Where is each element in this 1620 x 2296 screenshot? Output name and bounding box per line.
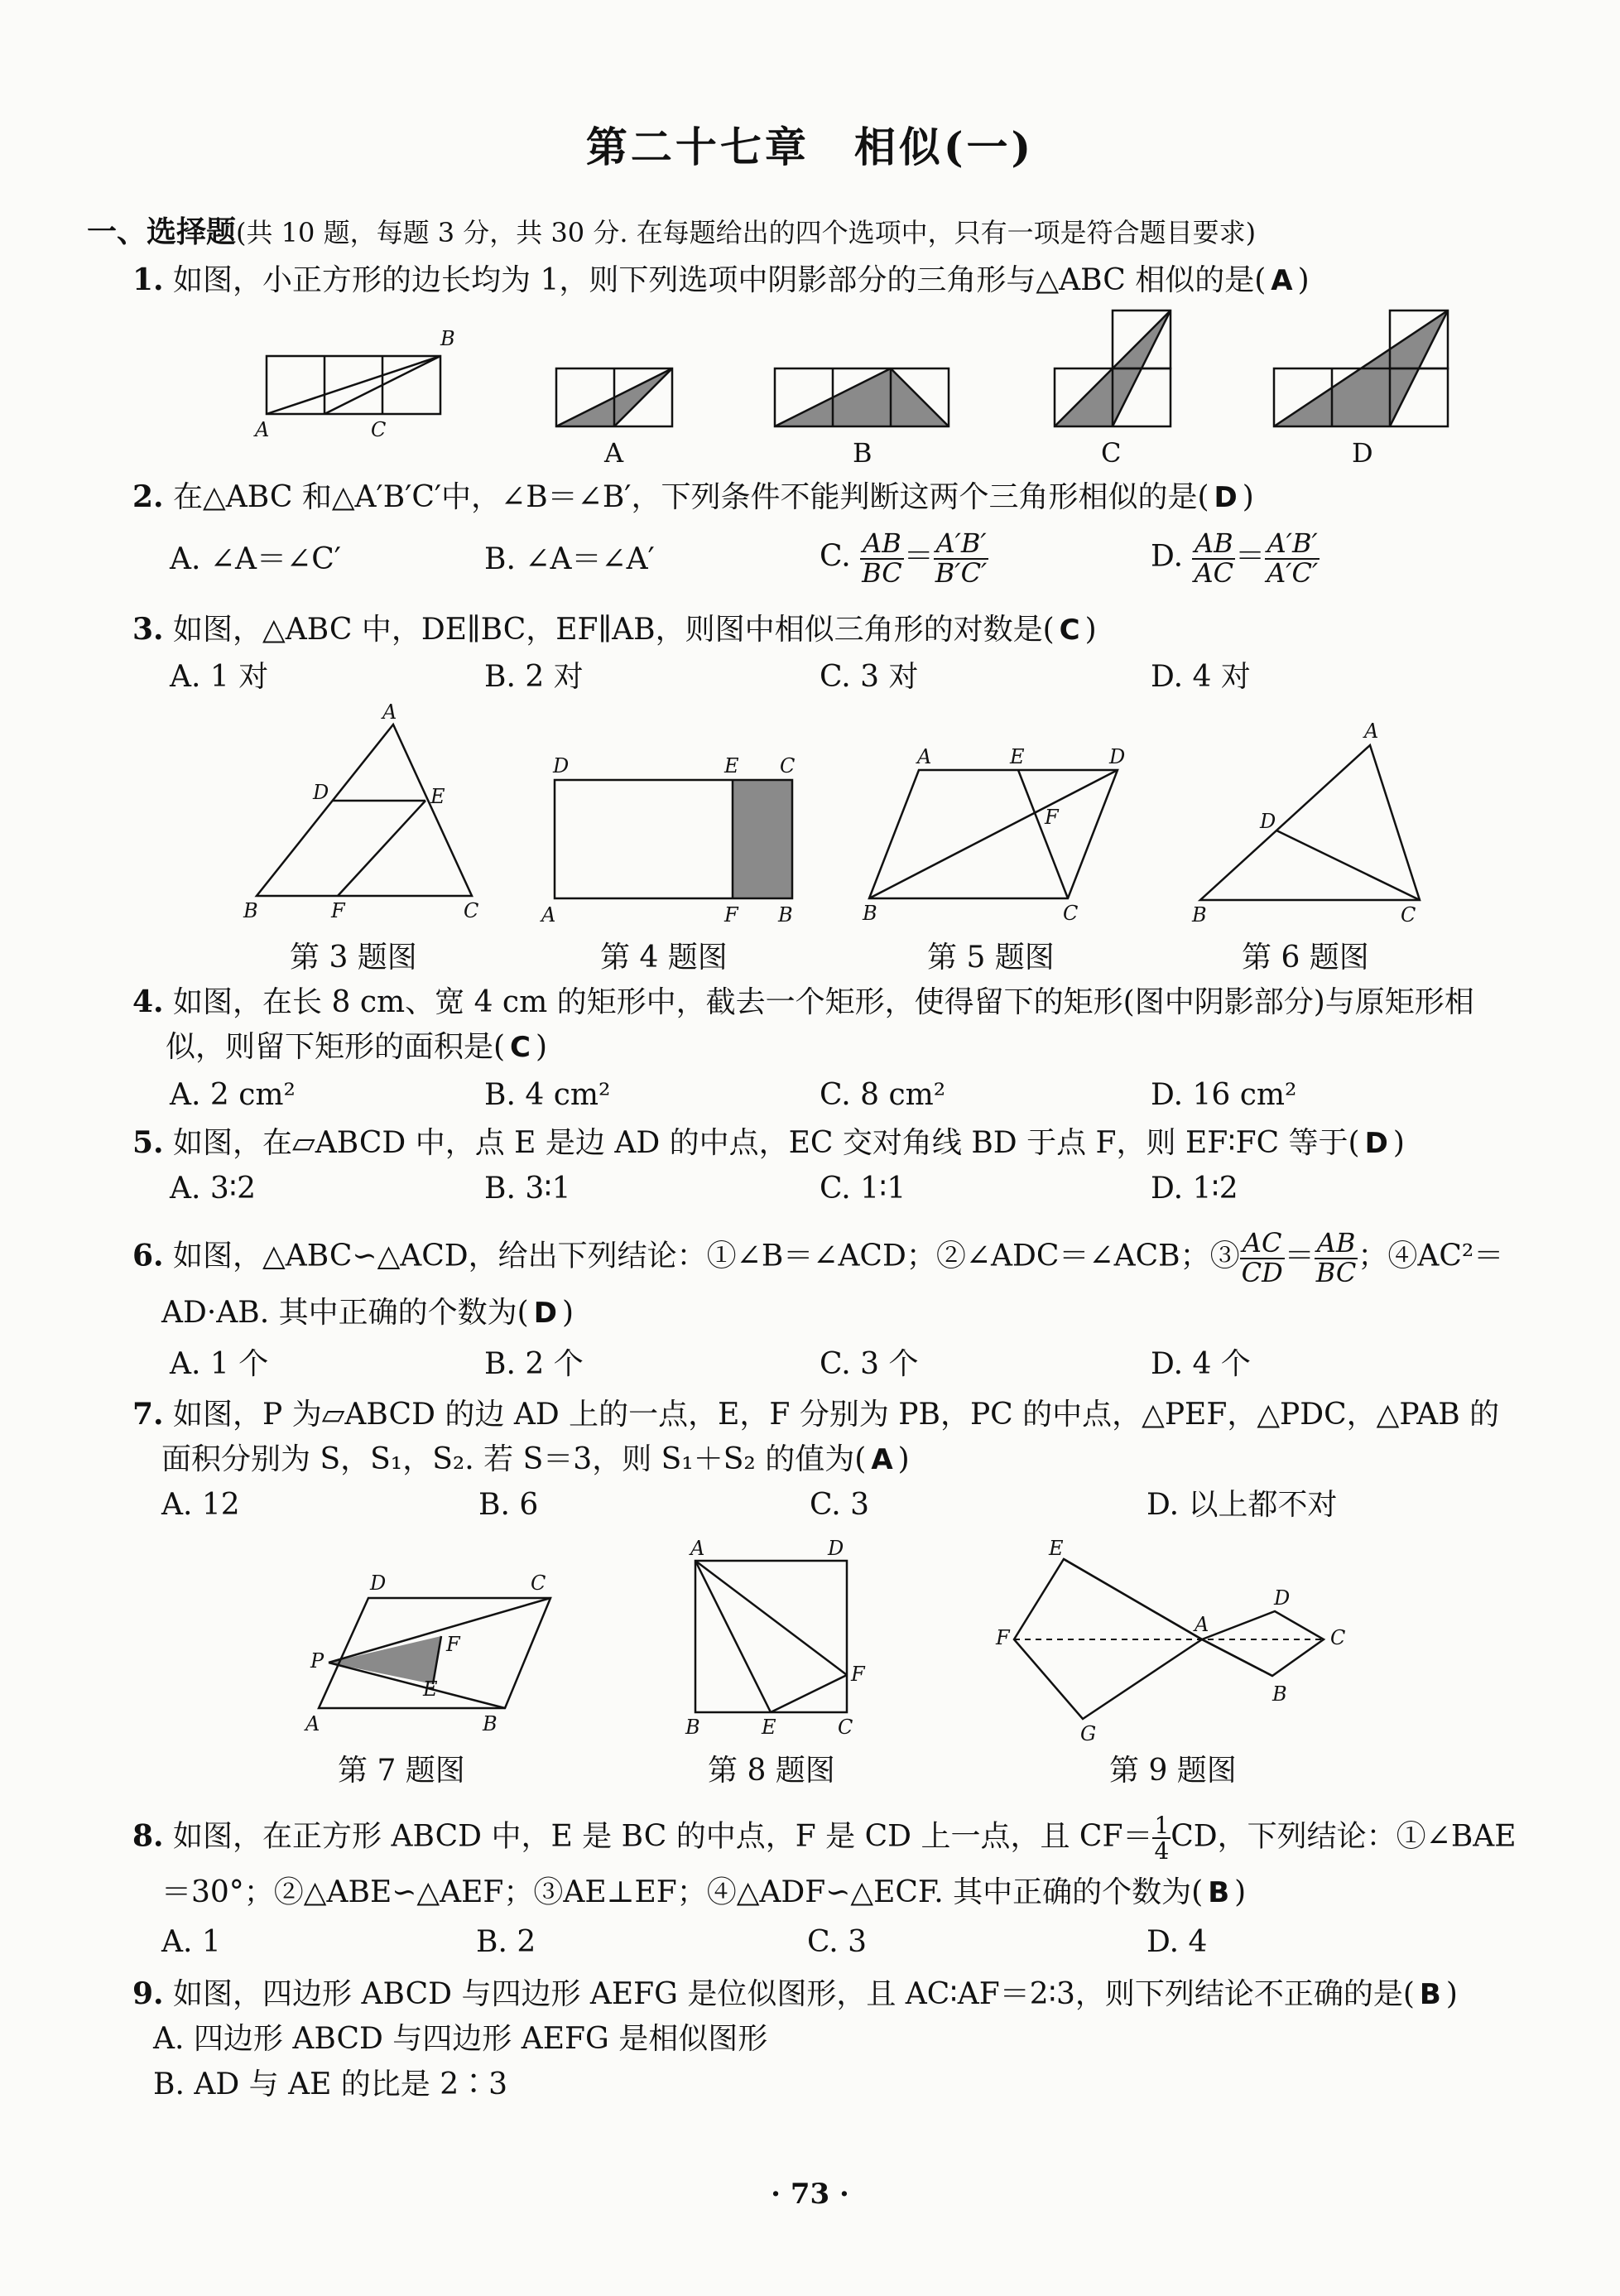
svg-text:D: D (313, 781, 329, 804)
q1-option-A-figure (553, 364, 677, 472)
svg-text:D: D (1260, 810, 1276, 833)
label-B: B (440, 327, 455, 350)
q9-option-B: B. AD 与 AE 的比是 2∶3 (153, 2067, 508, 2101)
svg-text:C: C (1063, 902, 1079, 925)
q8-option-D: D. 4 (1146, 1925, 1208, 1959)
question-text: 如图，P 为▱ABCD 的边 AD 上的一点，E，F 分别为 PB，PC 的中点，△PEF，△PDC，△PAB 的 (173, 1398, 1500, 1432)
q7-option-C: C. 3 (810, 1488, 870, 1522)
svg-text:F: F (1045, 806, 1059, 829)
svg-text:B: B (685, 1716, 700, 1739)
q5-option-A: A. 3∶2 (170, 1172, 257, 1206)
question-4-line2: 似，则留下矩形的面积是( C ) (166, 1030, 548, 1064)
q3-option-C: C. 3 对 (820, 660, 919, 694)
answer: A (871, 1443, 893, 1476)
question-number: 3. (132, 612, 164, 647)
question-text: 如图，△ABC 中，DE∥BC，EF∥AB，则图中相似三角形的对数是( (173, 613, 1055, 647)
answer: D (1214, 481, 1238, 514)
q3-option-D: D. 4 对 (1151, 660, 1251, 694)
svg-text:A: A (1195, 1613, 1209, 1636)
figure-q6 (1184, 716, 1440, 931)
question-text: 如图，在正方形 ABCD 中，E 是 BC 的中点，F 是 CD 上一点，且 CF＝ (173, 1819, 1153, 1854)
question-7 (132, 1399, 1499, 1430)
question-text: 如图，小正方形的边长均为 1，则下列选项中阴影部分的三角形与△ABC 相似的是( (173, 263, 1267, 297)
svg-text:B: B (243, 899, 258, 922)
label-A: A (255, 418, 270, 441)
caption-fig8: 第 8 题图 (708, 1754, 835, 1788)
q6-option-A: A. 1 个 (170, 1347, 269, 1381)
question-7-line2: 面积分别为 S，S₁，S₂. 若 S＝3，则 S₁＋S₂ 的值为( A ) (161, 1442, 910, 1476)
question-number: 4. (132, 984, 164, 1019)
svg-text:C: C (531, 1572, 546, 1595)
q5-option-B: B. 3∶1 (484, 1172, 571, 1206)
svg-text:E: E (423, 1677, 438, 1701)
q1-option-B-figure (772, 364, 954, 472)
label-C: C (371, 418, 387, 441)
answer: D (1364, 1127, 1388, 1160)
question-number: 2. (132, 479, 164, 514)
question-text: 如图，在长 8 cm、宽 4 cm 的矩形中，截去一个矩形，使得留下的矩形(图中阴影部分)与原矩形相 (173, 985, 1474, 1019)
q2-option-D: D. $\frac{AB}{AC}$ ＝ $\frac{A'B'}{A'C'}$ (1151, 527, 1319, 589)
svg-text:B: B (778, 903, 793, 927)
svg-text:E: E (762, 1716, 776, 1739)
caption-fig3: 第 3 题图 (290, 941, 417, 975)
svg-text:D: D (553, 754, 570, 777)
svg-text:D: D (1274, 1586, 1291, 1610)
caption-fig4: 第 4 题图 (600, 941, 728, 975)
svg-text:A: A (917, 745, 932, 768)
question-text: 在△ABC 和△A′B′C′中，∠B＝∠B′，下列条件不能判断这两个三角形相似的是( (173, 480, 1209, 514)
q2-option-B: B. ∠A＝∠A′ (484, 542, 655, 576)
question-2: 2. 在△ABC 和△A′B′C′中，∠B＝∠B′，下列条件不能判断这两个三角形相似的是( D ) (132, 479, 1254, 514)
figure-q5 (853, 741, 1142, 931)
q8-option-C: C. 3 (807, 1925, 868, 1959)
question-5: 5. 如图，在▱ABCD 中，点 E 是边 AD 的中点，EC 交对角线 BD 于点 F，则 EF∶FC 等于( D ) (132, 1125, 1405, 1160)
q7-option-D: D. 以上都不对 (1146, 1488, 1338, 1522)
caption-fig7: 第 7 题图 (338, 1754, 465, 1788)
q7-option-A: A. 12 (161, 1488, 240, 1522)
svg-text:C: C (1401, 903, 1416, 927)
svg-text:F: F (446, 1633, 460, 1656)
svg-text:C: C (838, 1716, 853, 1739)
section-label: 一、选择题 (87, 214, 237, 249)
question-number: 8. (132, 1818, 164, 1854)
svg-text:F: F (331, 899, 345, 922)
svg-text:B: B (1192, 903, 1207, 927)
svg-text:F: F (851, 1663, 865, 1686)
caption-fig5: 第 5 题图 (927, 941, 1055, 975)
q4-option-D: D. 16 cm² (1151, 1078, 1297, 1112)
q6-option-C: C. 3 个 (820, 1347, 919, 1381)
option-label-B: B (853, 437, 872, 469)
svg-text:C: C (1330, 1626, 1346, 1649)
answer: B (1419, 1978, 1441, 2011)
q5-option-D: D. 1∶2 (1151, 1172, 1238, 1206)
svg-text:D: D (370, 1572, 387, 1595)
q1-option-D-figure (1271, 308, 1453, 474)
question-number: 1. (132, 262, 164, 297)
answer: A (1271, 264, 1293, 297)
q2-option-C: C. $\frac{AB}{BC}$ ＝ $\frac{A'B'}{B'C'}$ (820, 527, 988, 589)
question-number: 5. (132, 1125, 164, 1160)
svg-text:P: P (310, 1649, 324, 1673)
option-label-A: A (604, 437, 624, 469)
svg-text:E: E (1010, 745, 1025, 768)
figure-q7 (302, 1572, 567, 1737)
answer: C (1059, 614, 1080, 647)
svg-text:E: E (724, 754, 739, 777)
svg-text:A: A (1364, 720, 1379, 743)
figure-q8 (679, 1538, 869, 1737)
question-text: 如图，在▱ABCD 中，点 E 是边 AD 的中点，EC 交对角线 BD 于点 F，则 EF∶FC 等于( (173, 1126, 1360, 1160)
q3-option-B: B. 2 对 (484, 660, 584, 694)
option-label-C: C (1101, 437, 1122, 469)
figure-q4 (538, 753, 811, 927)
q2-option-A: A. ∠A＝∠C′ (170, 542, 341, 576)
question-number: 9. (132, 1976, 164, 2011)
question-6-line2: AD·AB. 其中正确的个数为( D ) (161, 1296, 574, 1330)
q9-option-A: A. 四边形 ABCD 与四边形 AEFG 是相似图形 (153, 2022, 768, 2056)
svg-text:A: A (690, 1537, 705, 1560)
svg-text:C: C (464, 899, 479, 922)
q1-reference-figure (248, 327, 464, 443)
svg-text:B: B (483, 1712, 498, 1735)
answer: D (533, 1297, 557, 1330)
figure-q3 (240, 700, 488, 922)
q6-option-B: B. 2 个 (484, 1347, 584, 1381)
q1-option-C-figure (1051, 308, 1175, 474)
caption-fig9: 第 9 题图 (1109, 1754, 1237, 1788)
svg-text:B: B (1272, 1682, 1287, 1706)
svg-text:D: D (828, 1537, 844, 1560)
option-label-D: D (1352, 437, 1373, 469)
q7-option-B: B. 6 (478, 1488, 539, 1522)
answer: C (510, 1031, 531, 1064)
section-heading (87, 214, 1257, 249)
svg-text:C: C (780, 754, 796, 777)
question-3: 3. 如图，△ABC 中，DE∥BC，EF∥AB，则图中相似三角形的对数是( C ) (132, 612, 1097, 647)
svg-text:F: F (724, 903, 738, 927)
question-text: 如图，四边形 ABCD 与四边形 AEFG 是位似图形，且 AC∶AF＝2∶3，则下列结论不正确的是( (173, 1977, 1415, 2011)
q3-option-A: A. 1 对 (170, 660, 269, 694)
svg-text:A: A (305, 1712, 320, 1735)
q5-option-C: C. 1∶1 (820, 1172, 906, 1206)
question-1: 1. 如图，小正方形的边长均为 1，则下列选项中阴影部分的三角形与△ABC 相似的是( A ) (132, 262, 1310, 297)
q8-option-A: A. 1 (161, 1925, 221, 1959)
svg-text:E: E (1049, 1537, 1064, 1560)
answer: B (1208, 1876, 1230, 1909)
svg-text:E: E (430, 785, 445, 808)
svg-text:F: F (996, 1626, 1010, 1649)
q4-option-B: B. 4 cm² (484, 1078, 611, 1112)
section-note: (共 10 题，每题 3 分，共 30 分. 在每题给出的四个选项中，只有一项是符合题目要求) (236, 217, 1257, 248)
figure-q9 (989, 1538, 1345, 1745)
svg-text:D: D (1109, 745, 1126, 768)
question-8: 8. 如图，在正方形 ABCD 中，E 是 BC 的中点，F 是 CD 上一点，且 CF＝ $\frac{1}{4}$ CD，下列结论：①∠BAE (132, 1812, 1517, 1865)
question-9: 9. 如图，四边形 ABCD 与四边形 AEFG 是位似图形，且 AC∶AF＝2∶3，则下列结论不正确的是( B ) (132, 1976, 1458, 2011)
svg-text:A: A (382, 700, 397, 724)
page-number: · 73 · (771, 2178, 849, 2211)
question-text: 如图，△ABC∽△ACD，给出下列结论：①∠B＝∠ACD；②∠ADC＝∠ACB；③ (173, 1239, 1240, 1273)
q6-option-D: D. 4 个 (1151, 1347, 1251, 1381)
question-4 (132, 984, 1474, 1019)
caption-fig6: 第 6 题图 (1242, 941, 1369, 975)
q4-option-C: C. 8 cm² (820, 1078, 946, 1112)
svg-text:A: A (541, 903, 556, 927)
question-8-line2: ＝30°；②△ABE∽△AEF；③AE⊥EF；④△ADF∽△ECF. 其中正确的个数为( B ) (161, 1875, 1247, 1909)
q8-option-B: B. 2 (476, 1925, 536, 1959)
chapter-title: 第二十七章 相似(一) (585, 123, 1035, 171)
question-number: 7. (132, 1397, 164, 1432)
question-number: 6. (132, 1238, 164, 1273)
svg-text:G: G (1080, 1722, 1097, 1745)
q4-option-A: A. 2 cm² (170, 1078, 296, 1112)
question-6: 6. 如图，△ABC∽△ACD，给出下列结论：①∠B＝∠ACD；②∠ADC＝∠ACB；③ $\frac{AC}{CD}$ ＝ $\frac{AB}{BC}$ ；④AC²＝ (132, 1227, 1504, 1288)
svg-text:B: B (863, 902, 877, 925)
